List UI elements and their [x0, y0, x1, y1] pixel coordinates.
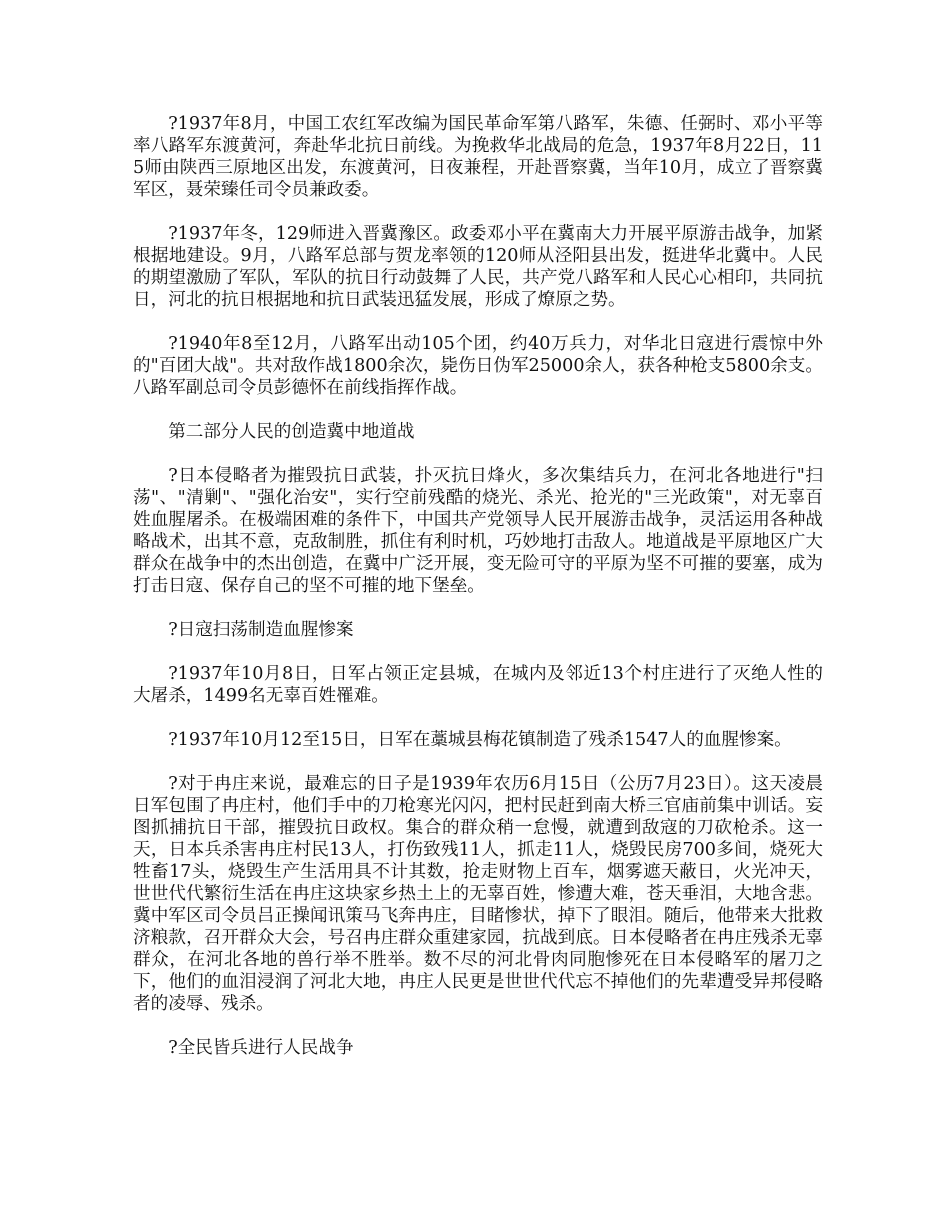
paragraph-tunnel-warfare: ?日本侵略者为摧毁抗日武装，扑灭抗日烽火，多次集结兵力，在河北各地进行"扫荡"、"清剿"、"强化治安"，实行空前残酷的烧光、杀光、抢光的"三光政策"，对无辜百姓血腥屠杀。在极端困难的条件下，中国共产党领导人民开展游击战争，灵活运用各种战略战术，出其不意，克敌制胜，抓住有利时机，巧妙地打击敌人。地道战是平原地区广大群众在战争中的杰出创造，在冀中广泛开展，变无险可守的平原为坚不可摧的要塞，成为打击日寇、保存自己的坚不可摧的地下堡垒。 — [133, 466, 823, 596]
subheading-massacres: ?日寇扫荡制造血腥惨案 — [168, 620, 354, 640]
paragraph-ranzhuang: ?对于冉庄来说，最难忘的日子是1939年农历6月15日（公历7月23日）。这天凌晨日军包围了冉庄村，他们手中的刀枪寒光闪闪，把村民赶到南大桥三官庙前集中训话。妄图抓捕抗日干部，摧毁抗日政权。集合的群众稍一怠慢，就遭到敌寇的刀砍枪杀。这一天，日本兵杀害冉庄村民13人，打伤致残11人，抓走11人，烧毁民房700多间，烧死大牲畜17头，烧毁生产生活用具不计其数，抢走财物上百车，烟雾遮天蔽日，火光冲天，世世代代繁衍生活在冉庄这块家乡热土上的无辜百姓，惨遭大难，苍天垂泪，大地含悲。冀中军区司令员吕正操闻讯策马飞奔冉庄，目睹惨状，掉下了眼泪。随后，他带来大批救济粮款，召开群众大会，号召冉庄群众重建家园，抗战到底。日本侵略者在冉庄残杀无辜群众，在河北各地的兽行举不胜举。数不尽的河北骨肉同胞惨死在日本侵略军的屠刀之下，他们的血泪浸润了河北大地，冉庄人民更是世世代代忘不掉他们的先辈遭受异邦侵略者的凌辱、残杀。 — [133, 774, 823, 1014]
paragraph-zhengding: ?1937年10月8日，日军占领正定县城，在城内及邻近13个村庄进行了灭绝人性的大屠杀，1499名无辜百姓罹难。 — [133, 664, 823, 706]
subheading-peoples-war: ?全民皆兵进行人民战争 — [168, 1038, 354, 1058]
paragraph-1937-august: ?1937年8月，中国工农红军改编为国民革命军第八路军，朱德、任弼时、邓小平等率八路军东渡黄河，奔赴华北抗日前线。为挽救华北战局的危急，1937年8月22日，115师由陕西三原地区出发，东渡黄河，日夜兼程，开赴晋察冀，当年10月，成立了晋察冀军区，聂荣臻任司令员兼政委。 — [133, 114, 823, 200]
section-heading-part-two: 第二部分人民的创造冀中地道战 — [168, 422, 415, 442]
document-body — [133, 113, 823, 1081]
paragraph-1937-winter: ?1937年冬，129师进入晋冀豫区。政委邓小平在冀南大力开展平原游击战争，加紧根据地建设。9月，八路军总部与贺龙率领的120师从泾阳县出发，挺进华北冀中。人民的期望激励了军队，军队的抗日行动鼓舞了人民，共产党八路军和人民心心相印，共同抗日，河北的抗日根据地和抗日武装迅猛发展，形成了燎原之势。 — [133, 224, 823, 310]
paragraph-hundred-regiments: ?1940年8至12月，八路军出动105个团，约40万兵力，对华北日寇进行震惊中外的"百团大战"。共对敌作战1800余次，毙伤日伪军25000余人，获各种枪支5800余支。八路军副总司令员彭德怀在前线指挥作战。 — [133, 334, 823, 398]
paragraph-meihua: ?1937年10月12至15日，日军在藁城县梅花镇制造了残杀1547人的血腥惨案。 — [168, 730, 792, 750]
